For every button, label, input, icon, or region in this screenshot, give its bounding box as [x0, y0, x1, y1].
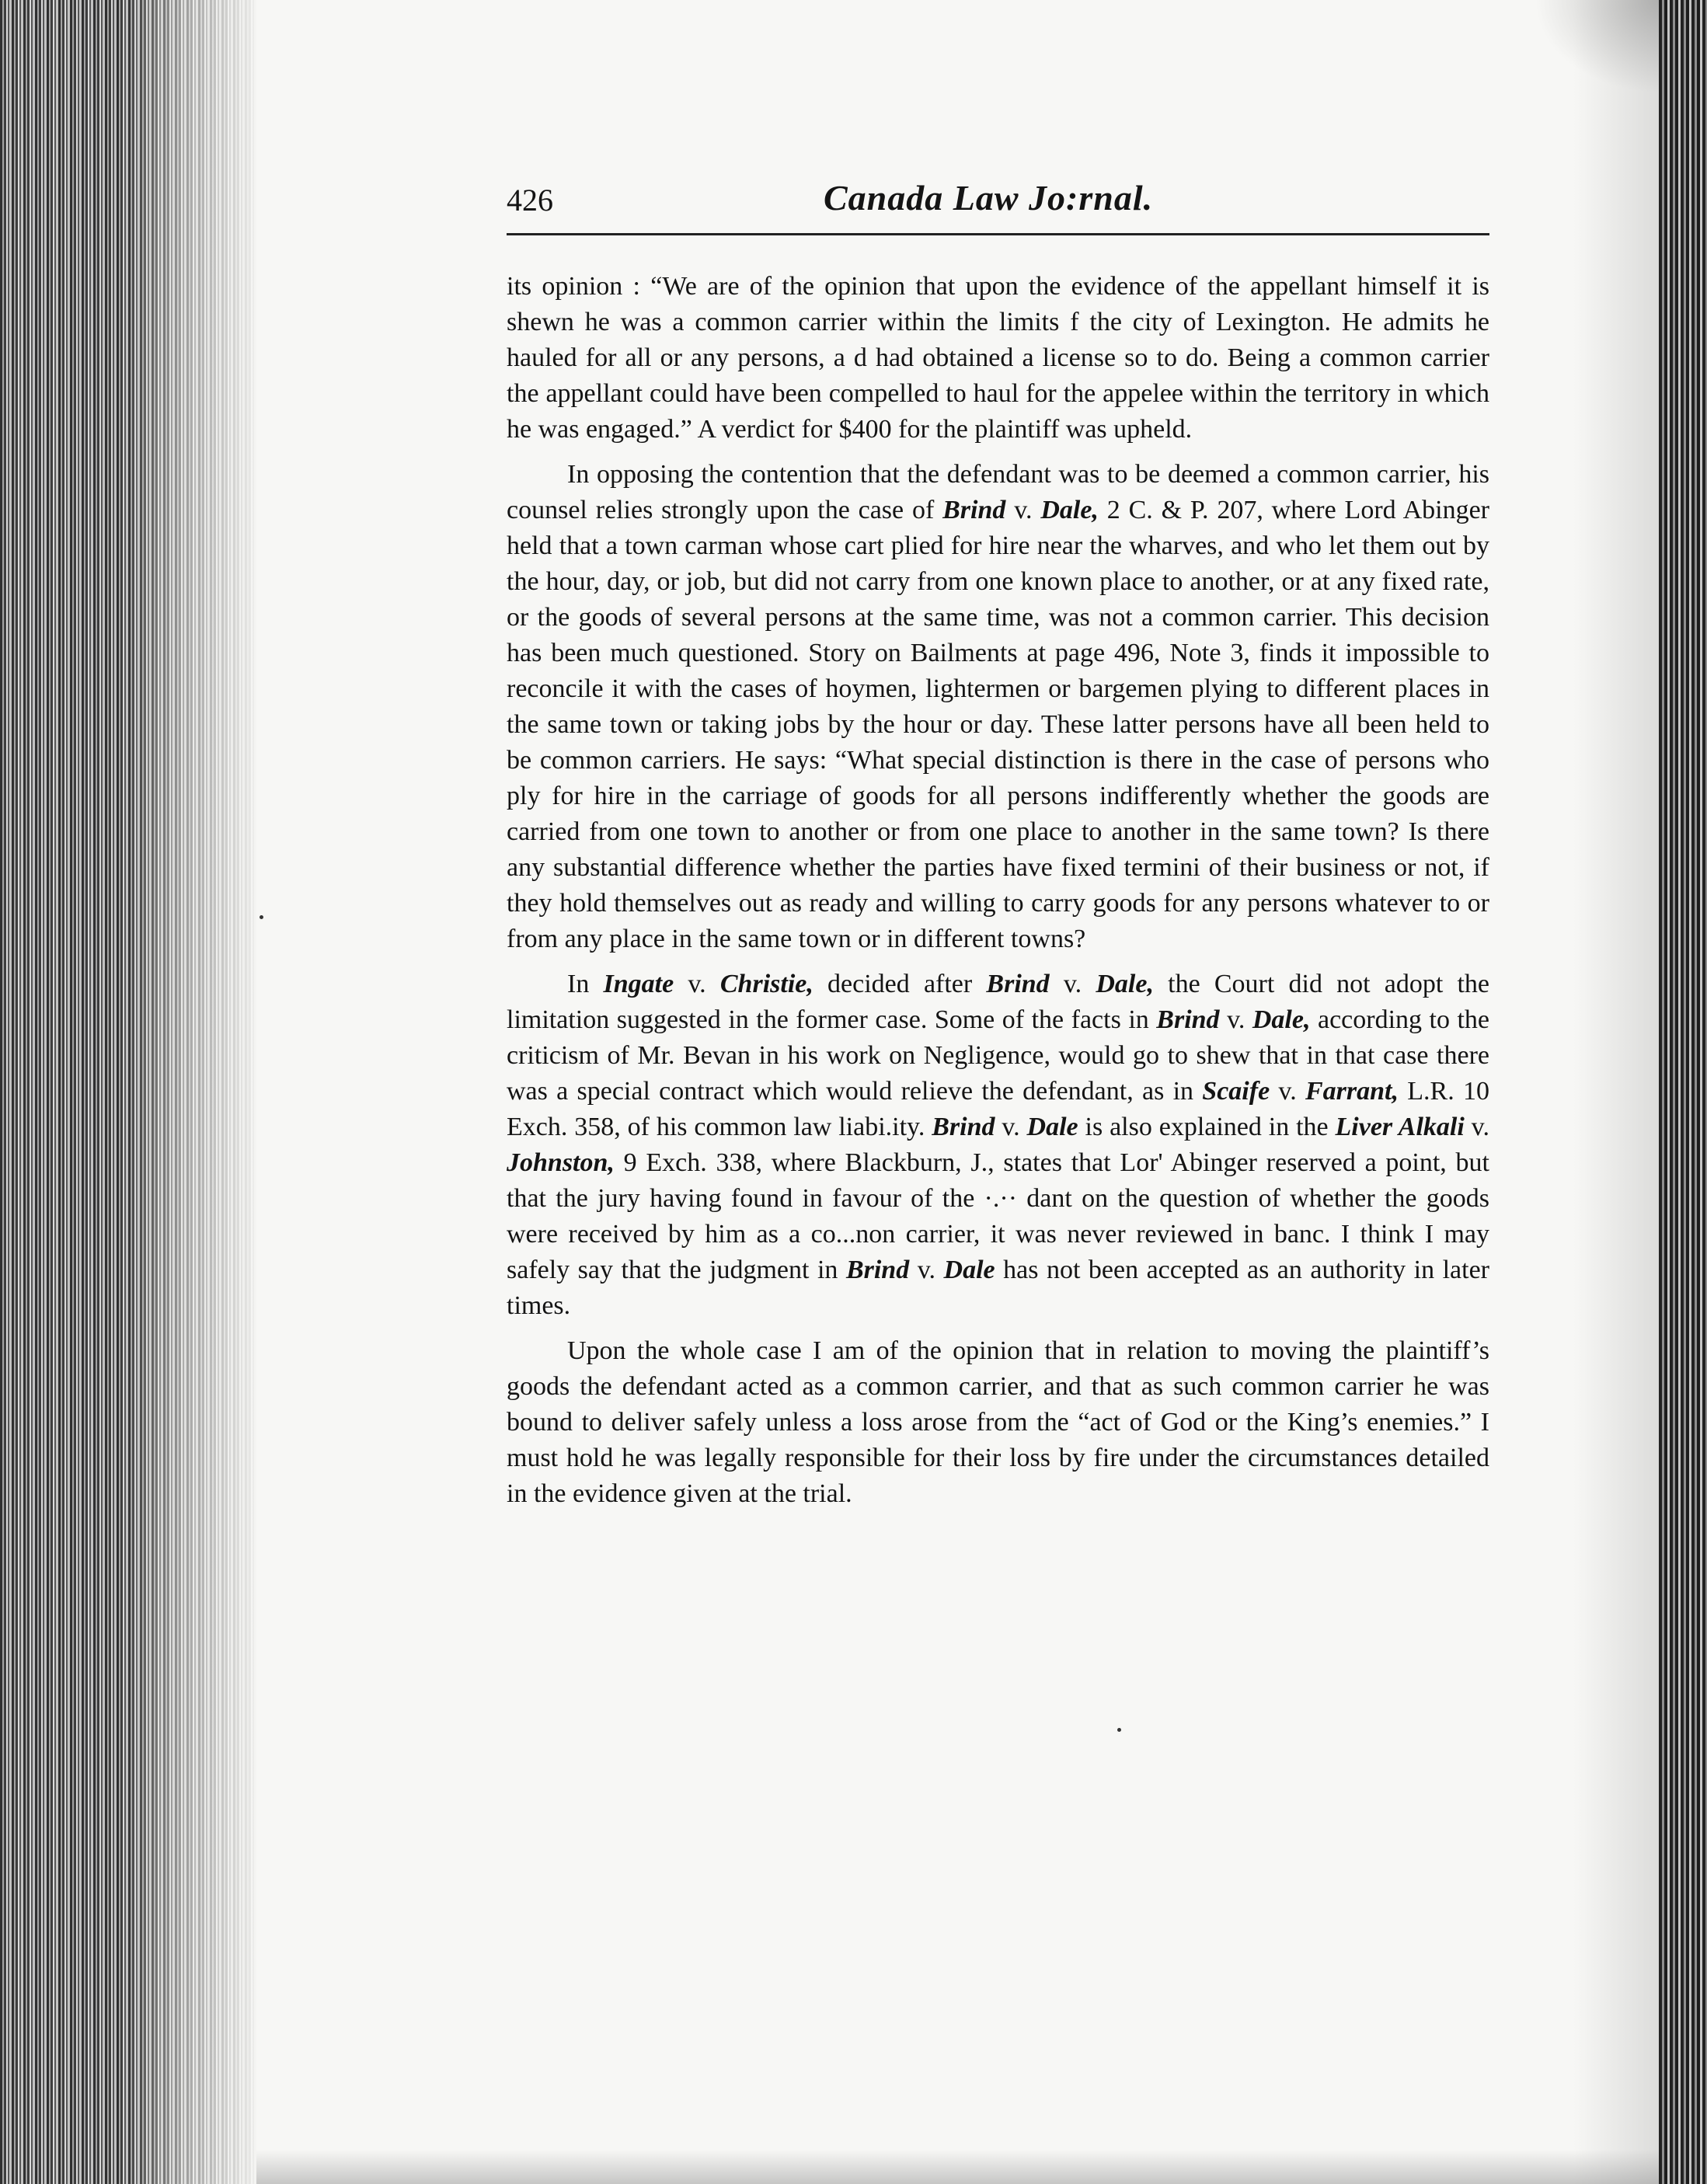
header-rule [507, 233, 1489, 235]
text-run: v. [1464, 1113, 1489, 1141]
text-run: v. [995, 1113, 1027, 1141]
case-name: Dale, [1040, 496, 1099, 524]
page-edge-shadow-right [1573, 0, 1659, 2184]
case-name: Farrant, [1305, 1077, 1399, 1106]
text-run: v. [1049, 970, 1096, 998]
scan-speck [260, 915, 263, 919]
text-run: v. [1219, 1005, 1252, 1034]
article-body [507, 269, 1489, 1512]
text-run: according to the criticism of Mr. Bevan in his work on Negligence, would go to shew that in that case there was a special contract which would relieve the defendant, as in [507, 1005, 1490, 1106]
text-run: the Court did not adopt the limitation suggested in the former case. Some of the facts in [507, 970, 1490, 1034]
text-run: v. [909, 1256, 944, 1284]
case-name: Johnston, [507, 1148, 615, 1177]
case-name: Brind [986, 970, 1050, 998]
running-title: Canada Law Jo:rnal. [824, 178, 1154, 218]
page-header [507, 177, 1489, 232]
case-name: Dale [943, 1256, 995, 1284]
text-run: v. [1270, 1077, 1305, 1106]
case-name: Scaife [1202, 1077, 1270, 1106]
text-run: 9 Exch. 338, where Blackburn, J., states that Lor' Abinger reserved a point, but that the jury having found in favour of the ·.·· dant on the question of whether the goods were received by him as a co...non carrier, it was never reviewed in banc. I think I may safely say that the judgment in [507, 1148, 1489, 1284]
page-edge-bottom [256, 2150, 1659, 2184]
text-run: Upon the whole case I am of the opinion that in relation to moving the plaintiff’s goods the defendant acted as a common carrier, and that as such common carrier he was bound to deliver safely unless a loss arose from the “act of God or the King’s enemies.” I must hold he was legally responsible for their loss by fire under the circumstances detailed in the evidence given at the trial. [507, 1336, 1489, 1508]
paragraph-p4 [507, 1333, 1489, 1512]
text-run: L.R. 10 Exch. 358, of his common law liabi.ity. [507, 1077, 1489, 1141]
case-name: Dale, [1096, 970, 1154, 998]
case-name: Brind [932, 1113, 995, 1141]
scan-corner-shadow [1535, 0, 1659, 93]
text-run: 2 C. & P. 207, where Lord Abinger held that a town carman whose cart plied for hire near the wharves, and who let them out by the hour, day, or job, but did not carry from one known place to another, or at any fixed rate, or the goods of several persons at the same time, was not a common carrier. This decision has been much questioned. Story on Bailments at page 496, Note 3, finds it impossible to reconcile it with the cases of hoymen, lightermen or bargemen plying to different places in the same town or taking jobs by the hour or day. These latter persons have all been held to be common carriers. He says: “What special distinction is there in the case of persons who ply for hire in the carriage of goods for all persons indifferently whether the goods are carried from one town to another or from one place to another in the same town? Is there any substantial difference whether the parties have fixed termini of their business or not, if they hold themselves out as ready and willing to carry goods for any persons whatever to or from any place in the same town or in different towns? [507, 496, 1490, 953]
scan-speck [1117, 1728, 1121, 1732]
paragraph-p1 [507, 269, 1489, 448]
case-name: Brind [1156, 1005, 1220, 1034]
text-run: decided after [813, 970, 987, 998]
case-name: Ingate [603, 970, 674, 998]
case-name: Dale [1026, 1113, 1078, 1141]
text-run: In opposing the contention that the defendant was to be deemed a common carrier, his counsel relies strongly upon the case of [507, 460, 1489, 524]
paragraph-p3 [507, 967, 1489, 1324]
text-run: In [567, 970, 604, 998]
binding-edge-right [1659, 0, 1707, 2184]
case-name: Liver Alkali [1335, 1113, 1465, 1141]
binding-edge-left [0, 0, 256, 2184]
text-run: v. [1005, 496, 1041, 524]
journal-page [507, 177, 1490, 1508]
text-run: has not been accepted as an authority in later times. [507, 1256, 1490, 1320]
case-name: Brind [845, 1256, 910, 1284]
case-name: Christie, [719, 970, 813, 998]
text-run: is also explained in the [1078, 1113, 1336, 1141]
paragraph-p2 [507, 457, 1489, 957]
page-number: 426 [507, 183, 553, 218]
text-run: its opinion : “We are of the opinion that upon the evidence of the appellant himself it is shewn he was a common carrier within the limits f the city of Lexington. He admits he hauled for all or any persons, a d had obtained a license so to do. Being a common carrier the appellant could have been compelled to haul for the appelee within the territory in which he was engaged.” A verdict for $400 for the plaintiff was upheld. [507, 272, 1489, 444]
case-name: Dale, [1252, 1005, 1311, 1034]
text-run: v. [674, 970, 720, 998]
case-name: Brind [942, 496, 1006, 524]
